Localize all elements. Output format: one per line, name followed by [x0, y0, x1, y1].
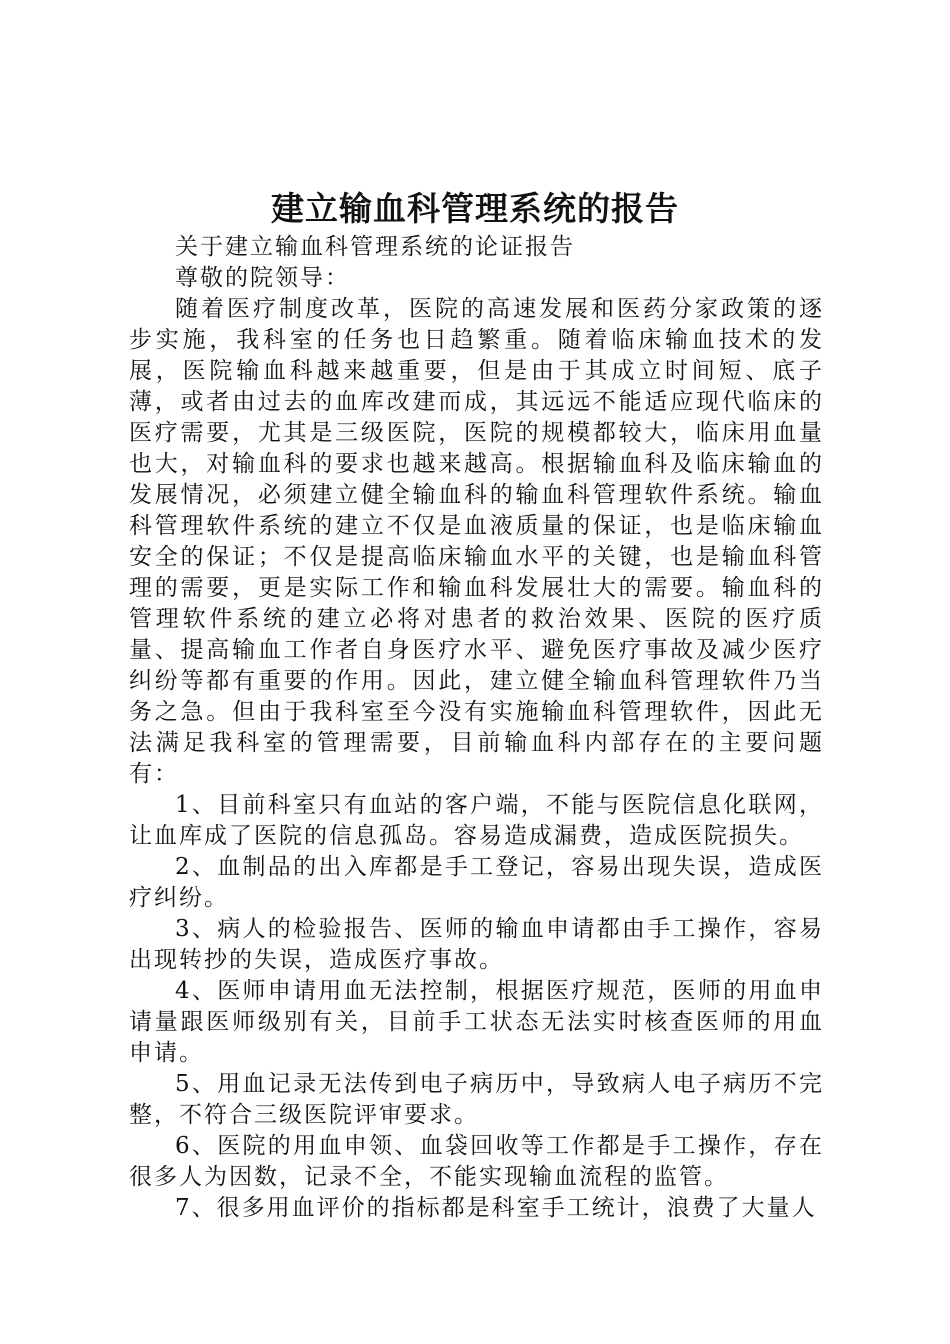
- list-item: 1、目前科室只有血站的客户端，不能与医院信息化联网，让血库成了医院的信息孤岛。容易造成漏费，造成医院损失。: [129, 792, 824, 849]
- list-item: 5、用血记录无法传到电子病历中，导致病人电子病历不完整，不符合三级医院评审要求。: [129, 1071, 824, 1128]
- document-title: 建立输血科管理系统的报告: [271, 189, 679, 228]
- list-item: 3、病人的检验报告、医师的输血申请都由手工操作，容易出现转抄的失误，造成医疗事故。: [129, 916, 824, 973]
- document-body: [129, 232, 824, 1224]
- list-item: 6、医院的用血申领、血袋回收等工作都是手工操作，存在很多人为因数，记录不全，不能实现输血流程的监管。: [129, 1133, 824, 1190]
- list-item: 4、医师申请用血无法控制，根据医疗规范，医师的用血申请量跟医师级别有关，目前手工状态无法实时核查医师的用血申请。: [129, 978, 824, 1066]
- list-item: 7、很多用血评价的指标都是科室手工统计，浪费了大量人: [175, 1195, 817, 1221]
- intro-paragraph: 随着医疗制度改革，医院的高速发展和医药分家政策的逐步实施，我科室的任务也日趋繁重。随着临床输血技术的发展，医院输血科越来越重要，但是由于其成立时间短、底子薄，或者由过去的血库改建而成，其远远不能适应现代临床的医疗需要，尤其是三级医院，医院的规模都较大，临床用血量也大，对输血科的要求也越来越高。根据输血科及临床输血的发展情况，必须建立健全输血科的输血科管理软件系统。输血科管理软件系统的建立不仅是血液质量的保证，也是临床输血安全的保证；不仅是提高临床输血水平的关键，也是输血科管理的需要，更是实际工作和输血科发展壮大的需要。输血科的管理软件系统的建立必将对患者的救治效果、医院的医疗质量、提高输血工作者自身医疗水平、避免医疗事故及减少医疗纠纷等都有重要的作用。因此，建立健全输血科管理软件乃当务之急。但由于我科室至今没有实施输血科管理软件，因此无法满足我科室的管理需要，目前输血科内部存在的主要问题有：: [129, 296, 824, 787]
- salutation-paragraph: 尊敬的院领导：: [175, 265, 350, 291]
- list-item: 2、血制品的出入库都是手工登记，容易出现失误，造成医疗纠纷。: [129, 854, 824, 911]
- subtitle-paragraph: 关于建立输血科管理系统的论证报告: [175, 234, 575, 260]
